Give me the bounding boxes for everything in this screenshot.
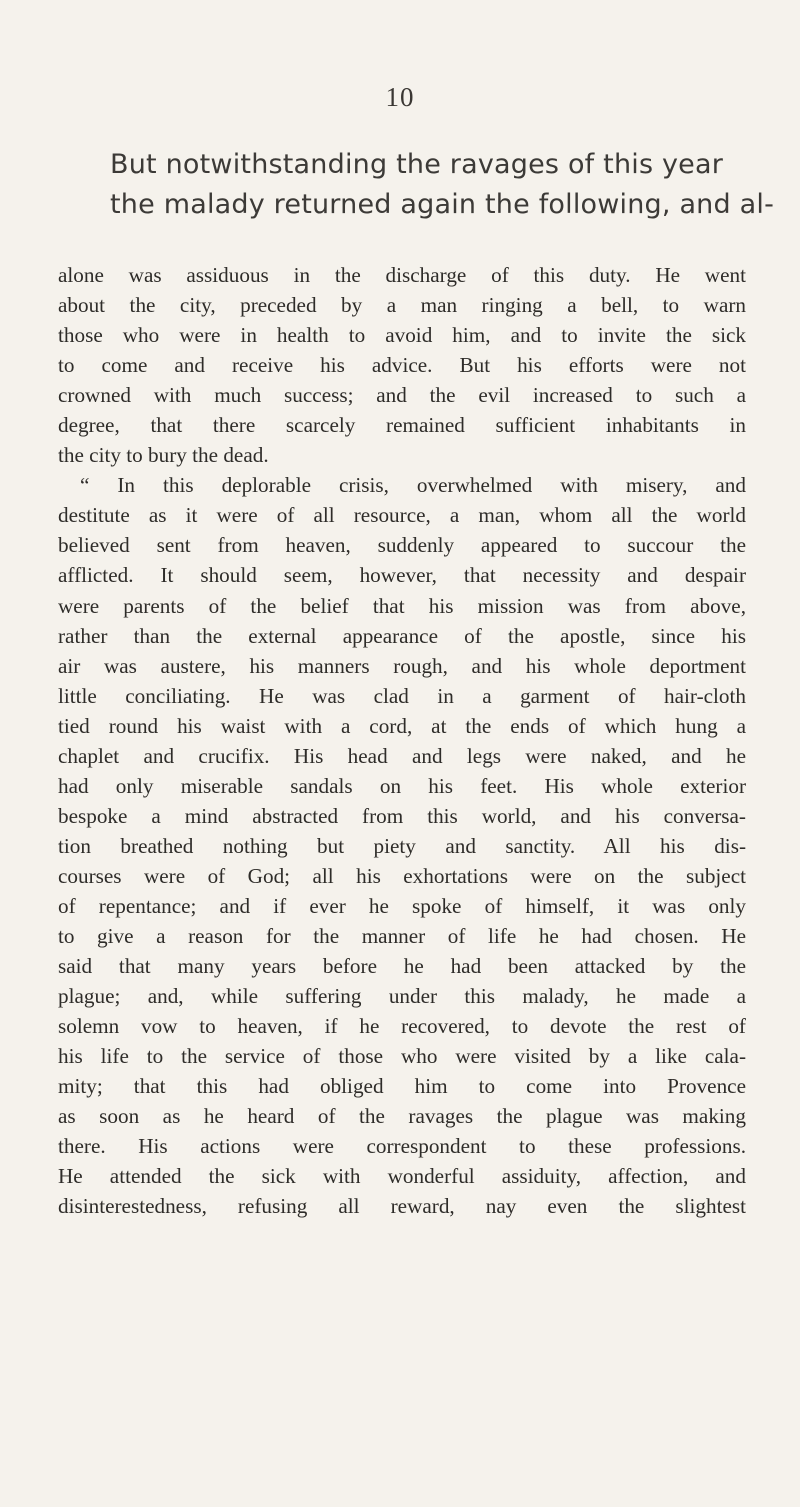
text-line: to come and receive his advice. But his efforts were not	[58, 353, 746, 378]
text-line: of repentance; and if ever he spoke of himself, it was only	[58, 893, 746, 918]
text-line: mity; that this had obliged him to come into Provence	[58, 1074, 746, 1099]
text-line: chaplet and crucifix. His head and legs were naked, and he	[58, 743, 746, 768]
text-line: said that many years before he had been attacked by the	[58, 954, 746, 979]
text-line: had only miserable sandals on his feet. His whole exterior	[58, 773, 746, 798]
overlay-handwritten-text	[110, 145, 775, 225]
text-line: crowned with much success; and the evil increased to such a	[58, 383, 746, 408]
overlay-line: the malady returned again the following, and al-	[110, 189, 775, 220]
text-line: little conciliating. He was clad in a garment of hair-cloth	[58, 683, 746, 708]
text-line: bespoke a mind abstracted from this world, and his conversa-	[58, 803, 746, 828]
text-line: destitute as it were of all resource, a man, whom all the world	[58, 503, 746, 528]
text-line: degree, that there scarcely remained sufficient inhabitants in	[58, 413, 746, 438]
text-line: as soon as he heard of the ravages the plague was making	[58, 1104, 746, 1129]
text-line: air was austere, his manners rough, and his whole deportment	[58, 653, 746, 678]
text-line: those who were in health to avoid him, and to invite the sick	[58, 323, 746, 348]
text-line: afflicted. It should seem, however, that necessity and despair	[58, 563, 746, 588]
text-line: there. His actions were correspondent to these professions.	[58, 1134, 746, 1159]
text-line: to give a reason for the manner of life he had chosen. He	[58, 924, 746, 949]
overlay-line: But notwithstanding the ravages of this year	[110, 149, 724, 180]
body-text	[58, 260, 746, 1222]
text-line: He attended the sick with wonderful assiduity, affection, and	[58, 1164, 746, 1189]
text-line: were parents of the belief that his mission was from above,	[58, 593, 746, 618]
page-number: 10	[385, 82, 415, 112]
text-line: tied round his waist with a cord, at the ends of which hung a	[58, 713, 746, 738]
text-line: the city to bury the dead.	[58, 443, 269, 468]
text-line: tion breathed nothing but piety and sanctity. All his dis-	[58, 833, 746, 858]
text-line: his life to the service of those who were visited by a like cala-	[58, 1044, 746, 1069]
text-line: about the city, preceded by a man ringing a bell, to warn	[58, 293, 746, 318]
text-line: solemn vow to heaven, if he recovered, to devote the rest of	[58, 1014, 746, 1039]
text-line: “ In this deplorable crisis, overwhelmed with misery, and	[80, 473, 746, 498]
text-line: disinterestedness, refusing all reward, nay even the slightest	[58, 1194, 746, 1219]
text-line: plague; and, while suffering under this malady, he made a	[58, 984, 746, 1009]
text-line: believed sent from heaven, suddenly appeared to succour the	[58, 533, 746, 558]
text-line: alone was assiduous in the discharge of this duty. He went	[58, 263, 746, 287]
text-line: rather than the external appearance of the apostle, since his	[58, 623, 746, 648]
text-line: courses were of God; all his exhortations were on the subject	[58, 863, 746, 888]
